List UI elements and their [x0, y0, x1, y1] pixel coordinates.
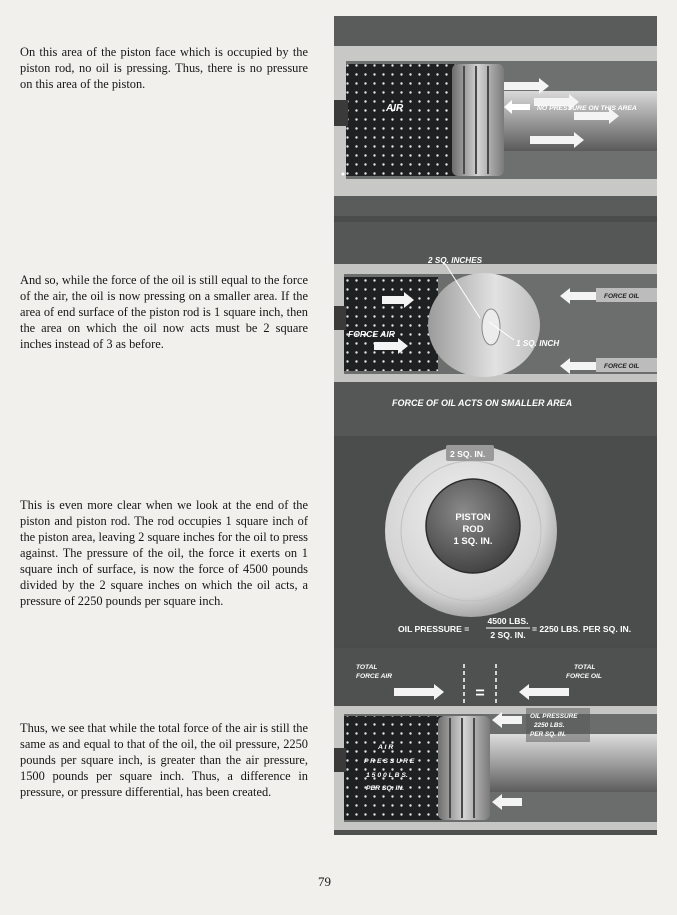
label-air-pressure-4: PER SQ. IN. — [366, 785, 405, 792]
label-air-pressure-1: A I R — [378, 744, 394, 751]
figure-piston-end-view — [334, 440, 657, 645]
label-air-pressure-2: P R E S S U R E — [364, 758, 415, 765]
label-rod-line2: ROD — [462, 524, 484, 535]
label-rod-line3: 1 SQ. IN. — [453, 536, 493, 547]
paragraph-pressure-differential: Thus, we see that while the total force of the air is still the same as and equal to that of the oil, the oil pressure, 2250 pounds per square inch, is greater than the air pressure, 1500 pounds per square inch. Thus, a difference in pressure, or pressure differential, has been created. — [20, 721, 308, 799]
figure-smaller-area — [334, 222, 657, 436]
figure-no-pressure-area — [334, 16, 657, 216]
label-rod-line1: PISTON — [455, 512, 491, 523]
label-air-pressure-3: 1 5 0 0 L B S. — [366, 772, 408, 779]
label-denominator: 2 SQ. IN. — [490, 630, 526, 640]
label-two-sq-in: 2 SQ. IN. — [450, 449, 486, 459]
label-equals: = — [475, 685, 485, 702]
figure-pressure-differential — [334, 648, 657, 835]
label-force-oil-top: FORCE OIL — [604, 293, 640, 300]
figure-2-drawing — [334, 222, 657, 436]
label-force-oil-bottom: FORCE OIL — [604, 363, 640, 370]
paragraph-piston-end: This is even more clear when we look at the end of the piston and piston rod. The rod occupies 1 square inch of the piston area, leaving 2 square inches for the oil to press against. The pressure of the oil, the force it exerts on 1 square inch of surface, is now the force of 4500 pounds divided by the 2 square inches on which the oil acts, a pressure of 2250 pounds per square inch. — [20, 498, 308, 608]
label-numerator: 4500 LBS. — [487, 616, 529, 626]
label-total-force-oil-1: TOTAL — [574, 664, 596, 671]
label-oil-pressure-3: PER SQ. IN. — [530, 731, 566, 738]
label-oil-pressure-1: OIL PRESSURE — [530, 713, 578, 720]
label-air: AIR — [386, 103, 404, 114]
paragraph-no-pressure: On this area of the piston face which is occupied by the piston rod, no oil is pressing. Thus, there is no pressure on this area of the piston. — [20, 45, 308, 91]
label-oil-pressure-2: 2250 LBS. — [534, 722, 565, 729]
figure-4-drawing — [334, 648, 657, 835]
label-no-pressure-area: NO PRESSURE ON THIS AREA — [537, 105, 637, 112]
label-two-sq-inches: 2 SQ. INCHES — [428, 256, 483, 265]
label-force-air: FORCE AIR — [348, 329, 395, 339]
figure-1-drawing — [334, 16, 657, 216]
page-number: 79 — [318, 874, 331, 889]
label-total-force-air-2: FORCE AIR — [356, 673, 393, 680]
figure-3-drawing — [334, 440, 657, 645]
label-total-force-oil-2: FORCE OIL — [566, 673, 602, 680]
caption-force-of-oil: FORCE OF OIL ACTS ON SMALLER AREA — [392, 398, 573, 408]
label-one-sq-inch: 1 SQ. INCH — [516, 339, 560, 348]
label-oil-pressure: OIL PRESSURE = — [398, 624, 470, 634]
illustration-column — [334, 16, 657, 835]
label-result: = 2250 LBS. PER SQ. IN. — [532, 624, 632, 634]
paragraph-smaller-area: And so, while the force of the oil is still equal to the force of the air, the oil is now pressing on a smaller area. If the area of end surface of the piston rod is 1 square inch, then the area on which the oil now acts must be 2 square inches instead of 3 as before. — [20, 273, 308, 351]
label-total-force-air-1: TOTAL — [356, 664, 378, 671]
